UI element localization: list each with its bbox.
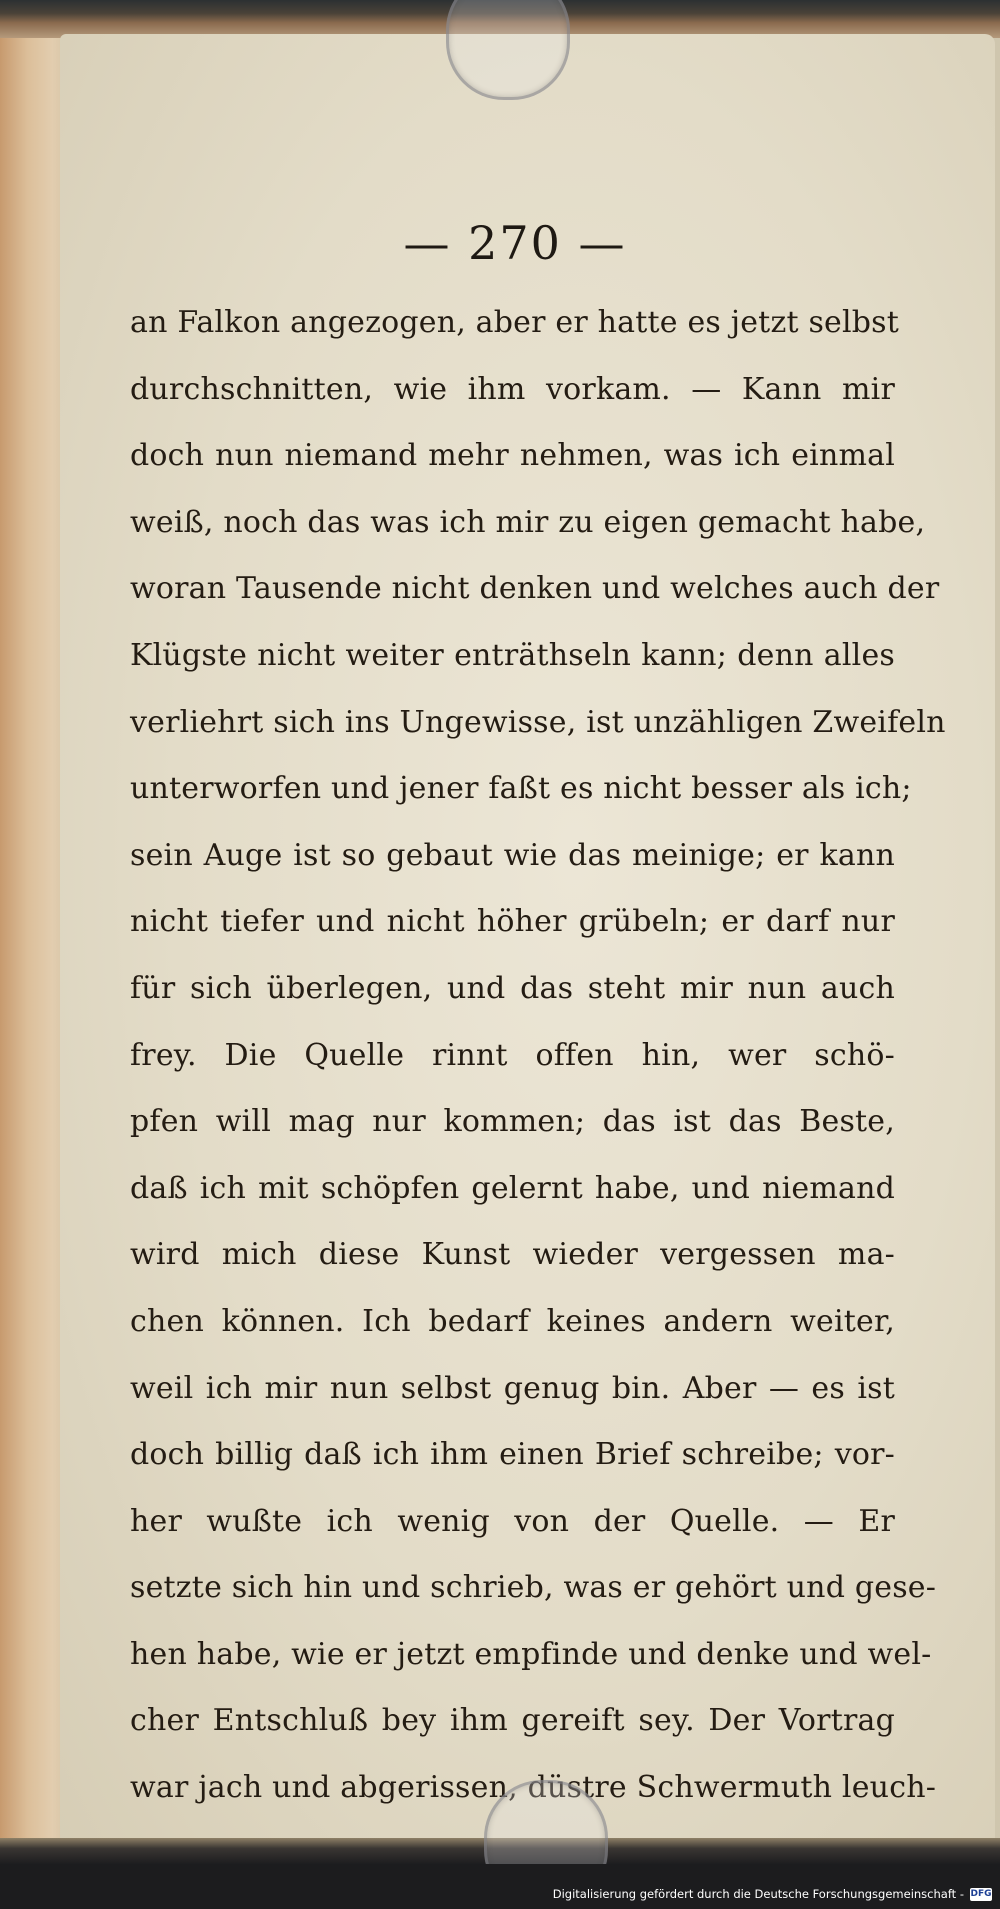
text-line: weiß, noch das was ich mir zu eigen gemacht habe, (130, 504, 926, 540)
text-line: her wußte ich wenig von der Quelle. — Er (130, 1503, 895, 1539)
text-line: weil ich mir nun selbst genug bin. Aber — es ist (130, 1370, 895, 1406)
text-line: daß ich mit schöpfen gelernt habe, und niemand (130, 1170, 895, 1206)
text-line: nicht tiefer und nicht höher grübeln; er darf nur (130, 904, 895, 940)
text-line: frey. Die Quelle rinnt offen hin, wer schö- (130, 1037, 895, 1073)
text-line: cher Entschluß bey ihm gereift sey. Der Vortrag (130, 1703, 895, 1739)
text-line: war jach und abgerissen, düstre Schwermuth leuch- (130, 1770, 937, 1806)
text-line: hen habe, wie er jetzt empfinde und denke und wel- (130, 1636, 932, 1672)
text-line: verliehrt sich ins Ungewisse, ist unzähligen Zweifeln (130, 704, 946, 740)
text-line: unterworfen und jener faßt es nicht besser als ich; (130, 771, 912, 807)
text-line: pfen will mag nur kommen; das ist das Beste, (130, 1104, 895, 1140)
page-number: — 270 — (403, 216, 627, 270)
text-line: setzte sich hin und schrieb, was er gehört und gese- (130, 1570, 937, 1606)
text-line: wird mich diese Kunst wieder vergessen ma- (130, 1237, 895, 1273)
text-line: Klügste nicht weiter enträthseln kann; denn alles (130, 637, 895, 673)
funding-attribution: Digitalisierung gefördert durch die Deutsche Forschungsgemeinschaft - (552, 1887, 964, 1901)
text-line: doch billig daß ich ihm einen Brief schreibe; vor- (130, 1437, 895, 1473)
text-line: für sich überlegen, und das steht mir nun auch (130, 970, 895, 1006)
text-line: durchschnitten, wie ihm vorkam. — Kann mir (130, 371, 895, 407)
dfg-logo-icon: DFG (970, 1889, 992, 1899)
text-line: chen können. Ich bedarf keines andern weiter, (130, 1303, 895, 1339)
body-text (130, 290, 946, 1822)
text-line: an Falkon angezogen, aber er hatte es jetzt selbst (130, 305, 900, 340)
text-line: sein Auge ist so gebaut wie das meinige; er kann (130, 837, 895, 873)
text-line: doch nun niemand mehr nehmen, was ich einmal (130, 438, 895, 474)
text-line: woran Tausende nicht denken und welches auch der (130, 571, 940, 607)
